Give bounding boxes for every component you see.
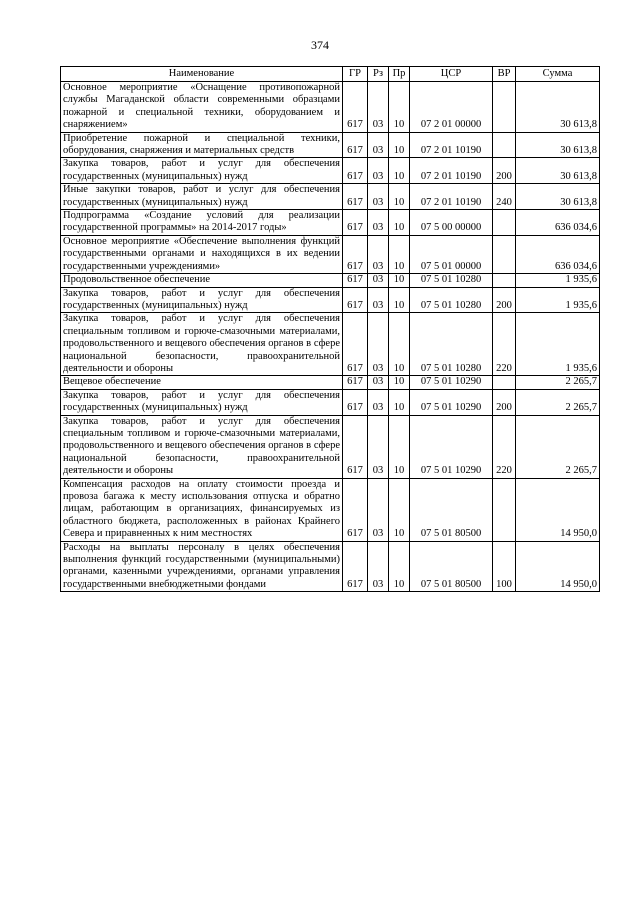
row-gr: 617 <box>343 415 368 478</box>
row-rz: 03 <box>368 235 389 273</box>
row-rz: 03 <box>368 389 389 415</box>
table-row <box>61 287 600 313</box>
row-name: Закупка товаров, работ и услуг для обеспечения государственных (муниципальных) нужд <box>61 287 343 313</box>
row-gr: 617 <box>343 313 368 376</box>
row-rz: 03 <box>368 287 389 313</box>
table-row <box>61 158 600 184</box>
row-pr: 10 <box>389 274 410 287</box>
row-pr: 10 <box>389 541 410 592</box>
row-pr: 10 <box>389 132 410 158</box>
header-gr: ГР <box>343 67 368 82</box>
row-sum: 14 950,0 <box>516 478 600 541</box>
row-gr: 617 <box>343 287 368 313</box>
row-gr: 617 <box>343 389 368 415</box>
row-rz: 03 <box>368 376 389 389</box>
row-csr: 07 5 01 10290 <box>410 376 493 389</box>
table-row <box>61 274 600 287</box>
row-sum: 30 613,8 <box>516 132 600 158</box>
row-name: Закупка товаров, работ и услуг для обеспечения государственных (муниципальных) нужд <box>61 158 343 184</box>
row-gr: 617 <box>343 132 368 158</box>
table-row <box>61 415 600 478</box>
table-row <box>61 389 600 415</box>
table-row <box>61 132 600 158</box>
row-csr: 07 2 01 10190 <box>410 184 493 210</box>
header-csr: ЦСР <box>410 67 493 82</box>
row-sum: 14 950,0 <box>516 541 600 592</box>
row-vr <box>493 132 516 158</box>
row-gr: 617 <box>343 274 368 287</box>
row-pr: 10 <box>389 158 410 184</box>
row-pr: 10 <box>389 210 410 236</box>
row-csr: 07 5 01 00000 <box>410 235 493 273</box>
row-csr: 07 5 01 10280 <box>410 274 493 287</box>
row-pr: 10 <box>389 376 410 389</box>
row-rz: 03 <box>368 541 389 592</box>
row-gr: 617 <box>343 158 368 184</box>
row-csr: 07 5 01 10280 <box>410 313 493 376</box>
row-vr <box>493 210 516 236</box>
row-vr: 200 <box>493 287 516 313</box>
row-name: Основное мероприятие «Обеспечение выполнения функций государственными органами и находящихся в их ведении государственными учреждениями» <box>61 235 343 273</box>
row-pr: 10 <box>389 313 410 376</box>
row-gr: 617 <box>343 541 368 592</box>
row-rz: 03 <box>368 184 389 210</box>
row-sum: 636 034,6 <box>516 210 600 236</box>
table-row <box>61 313 600 376</box>
row-csr: 07 2 01 00000 <box>410 82 493 133</box>
row-sum: 30 613,8 <box>516 184 600 210</box>
row-name: Основное мероприятие «Оснащение противопожарной службы Магаданской области современными образцами пожарной и специальной техники, оборудованием и снаряжением» <box>61 82 343 133</box>
row-gr: 617 <box>343 210 368 236</box>
row-gr: 617 <box>343 82 368 133</box>
row-csr: 07 2 01 10190 <box>410 158 493 184</box>
budget-table <box>60 66 600 592</box>
header-name: Наименование <box>61 67 343 82</box>
row-vr: 220 <box>493 313 516 376</box>
table-row <box>61 184 600 210</box>
table-row <box>61 235 600 273</box>
row-gr: 617 <box>343 376 368 389</box>
row-name: Закупка товаров, работ и услуг для обеспечения специальным топливом и горюче-смазочными материалами, продовольственного и вещевого обеспечения органов в сфере национальной безопасности, правоохранительной деятельности и обороны <box>61 415 343 478</box>
row-csr: 07 5 01 10290 <box>410 415 493 478</box>
table-row <box>61 478 600 541</box>
header-sum: Сумма <box>516 67 600 82</box>
row-pr: 10 <box>389 287 410 313</box>
header-pr: Пр <box>389 67 410 82</box>
row-vr: 240 <box>493 184 516 210</box>
row-csr: 07 5 01 10290 <box>410 389 493 415</box>
row-csr: 07 5 01 80500 <box>410 478 493 541</box>
row-name: Приобретение пожарной и специальной техники, оборудования, снаряжения и материальных средств <box>61 132 343 158</box>
row-rz: 03 <box>368 274 389 287</box>
row-sum: 1 935,6 <box>516 313 600 376</box>
row-rz: 03 <box>368 210 389 236</box>
row-vr: 200 <box>493 158 516 184</box>
row-pr: 10 <box>389 82 410 133</box>
row-name: Закупка товаров, работ и услуг для обеспечения специальным топливом и горюче-смазочными материалами, продовольственного и вещевого обеспечения органов в сфере национальной безопасности, правоохранительной деятельности и обороны <box>61 313 343 376</box>
row-sum: 1 935,6 <box>516 287 600 313</box>
header-vr: ВР <box>493 67 516 82</box>
row-vr <box>493 478 516 541</box>
row-gr: 617 <box>343 235 368 273</box>
row-vr <box>493 82 516 133</box>
row-vr: 220 <box>493 415 516 478</box>
row-name: Продовольственное обеспечение <box>61 274 343 287</box>
row-sum: 1 935,6 <box>516 274 600 287</box>
table-header-row <box>61 67 600 82</box>
row-name: Подпрограмма «Создание условий для реализации государственной программы» на 2014-2017 годы» <box>61 210 343 236</box>
row-name: Вещевое обеспечение <box>61 376 343 389</box>
row-pr: 10 <box>389 184 410 210</box>
row-rz: 03 <box>368 415 389 478</box>
row-rz: 03 <box>368 82 389 133</box>
table-row <box>61 541 600 592</box>
row-name: Расходы на выплаты персоналу в целях обеспечения выполнения функций государственными (муниципальными) органами, казенными учреждениями, органами управления государственными внебюджетными фондами <box>61 541 343 592</box>
row-vr: 100 <box>493 541 516 592</box>
row-pr: 10 <box>389 415 410 478</box>
row-pr: 10 <box>389 235 410 273</box>
row-csr: 07 2 01 10190 <box>410 132 493 158</box>
row-vr: 200 <box>493 389 516 415</box>
row-sum: 2 265,7 <box>516 376 600 389</box>
row-pr: 10 <box>389 389 410 415</box>
table-row <box>61 376 600 389</box>
table-row <box>61 82 600 133</box>
page-number: 374 <box>311 38 329 52</box>
header-rz: Рз <box>368 67 389 82</box>
row-name: Закупка товаров, работ и услуг для обеспечения государственных (муниципальных) нужд <box>61 389 343 415</box>
row-vr <box>493 274 516 287</box>
table-row <box>61 210 600 236</box>
row-sum: 636 034,6 <box>516 235 600 273</box>
row-vr <box>493 235 516 273</box>
row-rz: 03 <box>368 478 389 541</box>
row-csr: 07 5 01 10280 <box>410 287 493 313</box>
row-sum: 2 265,7 <box>516 415 600 478</box>
row-name: Компенсация расходов на оплату стоимости проезда и провоза багажа к месту использования отпуска и обратно лицам, работающим в организациях, финансируемых из областного бюджета, расположенных в районах Крайнего Севера и приравненных к ним местностях <box>61 478 343 541</box>
row-name: Иные закупки товаров, работ и услуг для обеспечения государственных (муниципальных) нужд <box>61 184 343 210</box>
row-rz: 03 <box>368 158 389 184</box>
row-gr: 617 <box>343 478 368 541</box>
row-pr: 10 <box>389 478 410 541</box>
row-gr: 617 <box>343 184 368 210</box>
row-rz: 03 <box>368 313 389 376</box>
row-sum: 30 613,8 <box>516 82 600 133</box>
row-vr <box>493 376 516 389</box>
row-csr: 07 5 01 80500 <box>410 541 493 592</box>
row-sum: 30 613,8 <box>516 158 600 184</box>
row-sum: 2 265,7 <box>516 389 600 415</box>
row-rz: 03 <box>368 132 389 158</box>
row-csr: 07 5 00 00000 <box>410 210 493 236</box>
